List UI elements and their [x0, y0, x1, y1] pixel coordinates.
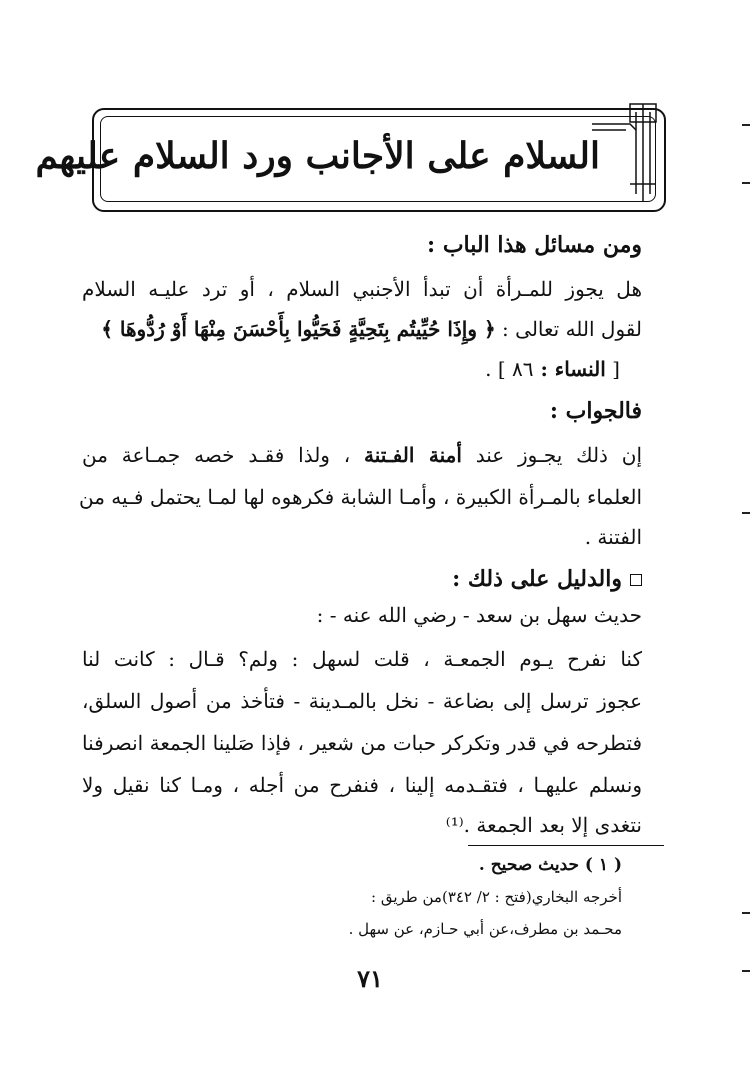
footnote-label: ( ١ ) حديث صحيح . — [478, 855, 622, 875]
footnote-divider — [468, 845, 664, 846]
answer-emphasis: أمنة الفـتنة — [364, 443, 462, 467]
answer-heading: فالجواب : — [549, 398, 642, 424]
corner-ornament-icon — [590, 98, 670, 208]
reference-surah: النساء : — [533, 357, 606, 381]
question-line-1: هل يجوز للمـرأة أن تبدأ الأجنبي السلام ، أو ترد عليـه السلام — [82, 277, 642, 301]
verse-reference — [60, 350, 620, 388]
evidence-heading: والدليل على ذلك : — [452, 566, 622, 592]
page-title: السلام على الأجانب ورد السلام عليهم — [35, 135, 600, 177]
footnote-line-2: محـمد بن مطرف،عن أبي حـازم، عن سهل . — [348, 920, 622, 938]
page-number: ٧١ — [357, 964, 383, 993]
scan-mark — [742, 512, 750, 514]
question-line-2 — [82, 310, 642, 348]
question-prefix: لقول الله تعالى : — [502, 317, 642, 341]
answer-line-2: العلماء بالمـرأة الكبيرة ، وأمـا الشابة فكرهوه لها لمـا يحتمل فـيه من — [79, 485, 642, 509]
footnote-line-1: أخرجه البخاري(فتح : ٢/ ٣٤٢)من طريق : — [371, 888, 622, 906]
scan-mark — [742, 182, 750, 184]
hadith-line-3: فتطرحه في قدر وتكركر حبات من شعير ، فإذا صَلينا الجمعة انصرفنا — [82, 731, 642, 755]
scan-mark — [742, 912, 750, 914]
answer-line-1 — [82, 436, 642, 474]
hadith-line-2: عجوز ترسل إلى بضاعة - نخل بالمـدينة - فتأخذ من أصول السلق، — [82, 689, 642, 713]
square-bullet-icon — [630, 574, 642, 586]
hadith-intro: حديث سهل بن سعد - رضي الله عنه - : — [316, 603, 642, 627]
hadith-line-5: نتغدى إلا بعد الجمعة .⁽¹⁾ — [445, 813, 642, 837]
reference-open: [ — [605, 357, 620, 381]
answer-text-a: إن ذلك يجـوز عند — [461, 443, 642, 467]
scan-mark — [742, 124, 750, 126]
quran-verse: ﴿ وإِذَا حُيِّيتُم بِتَحِيَّةٍ فَحَيُّوا بِأَحْسَنَ مِنْهَا أَوْ رُدُّوهَا ﴾ — [101, 317, 496, 341]
answer-line-3: الفتنة . — [584, 525, 642, 549]
scan-mark — [742, 970, 750, 972]
answer-text-b: ، ولذا فقـد خصه جمـاعة من — [82, 443, 365, 467]
hadith-line-1: كنا نفرح يـوم الجمعـة ، قلت لسهل : ولم؟ قـال : كانت لنا — [82, 647, 642, 671]
evidence-heading-row — [82, 560, 642, 598]
hadith-line-4: ونسلم عليهـا ، فتقـدمه إلينا ، فنفرح من أجله ، ومـا كنا نقيل ولا — [82, 773, 642, 797]
reference-verse: ٨٦ ] . — [485, 357, 534, 381]
section-heading: ومن مسائل هذا الباب : — [427, 232, 642, 258]
